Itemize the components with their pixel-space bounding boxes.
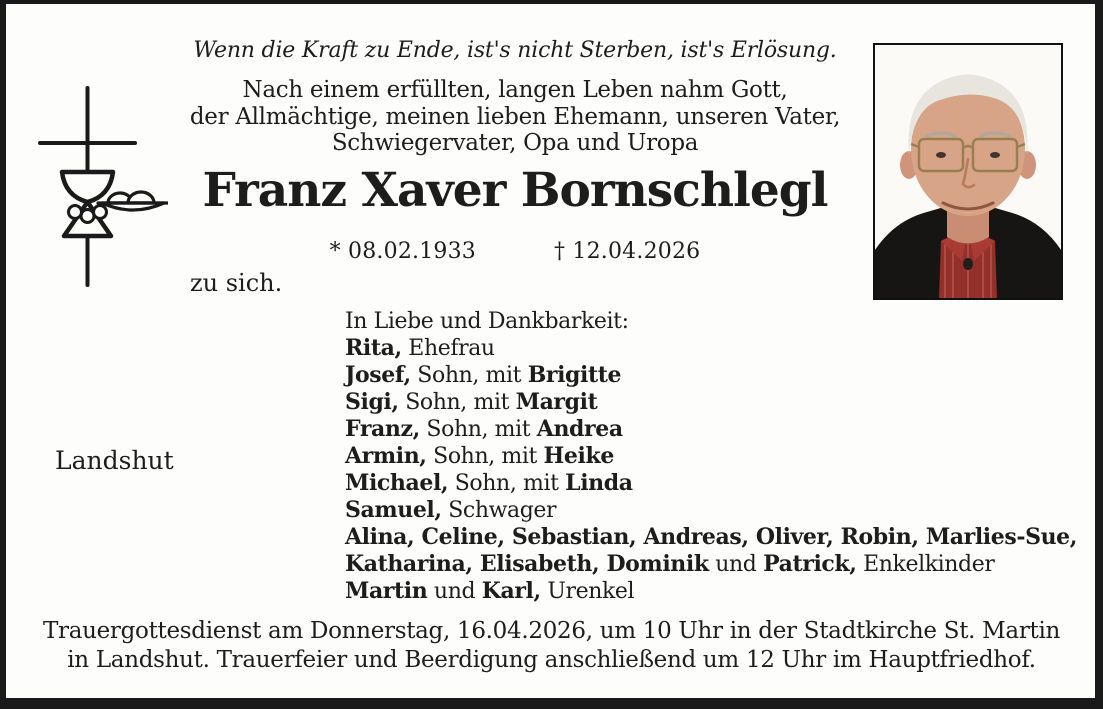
deceased-name: Franz Xaver Bornschlegl xyxy=(202,163,828,218)
family-member-name: Heike xyxy=(543,443,614,469)
city-label: Landshut xyxy=(55,446,174,475)
family-member-name: Linda xyxy=(565,470,633,496)
family-member-name: Michael, xyxy=(345,470,449,496)
intro-line-1: Nach einem erfüllten, langen Leben nahm Gott, xyxy=(242,77,788,103)
funeral-line-2: in Landshut. Trauerfeier und Beerdigung anschließend um 12 Uhr im Hauptfriedhof. xyxy=(67,646,1036,673)
family-member-name: Margit xyxy=(515,389,598,415)
family-member-role: Sohn, mit xyxy=(410,363,528,388)
family-member-role: Ehefrau xyxy=(401,336,495,361)
life-dates xyxy=(80,239,950,264)
family-line xyxy=(345,416,1077,443)
intro-text xyxy=(80,77,950,157)
family-heading: In Liebe und Dankbarkeit: xyxy=(345,309,629,334)
page-border-right xyxy=(1095,0,1103,709)
family-member-name: Samuel, xyxy=(345,497,442,523)
family-line xyxy=(345,389,1077,416)
family-line xyxy=(345,443,1077,470)
family-member-name: Sigi, xyxy=(345,389,399,415)
family-line xyxy=(345,362,1077,389)
funeral-details xyxy=(30,617,1073,674)
family-member-name: Patrick, xyxy=(763,551,857,577)
family-member-name: Katharina, Elisabeth, Dominik xyxy=(345,551,709,577)
page-border-top xyxy=(0,0,1103,4)
opening-quote: Wenn die Kraft zu Ende, ist's nicht Sterben, ist's Erlösung. xyxy=(193,38,837,63)
family-line xyxy=(345,335,1077,362)
family-member-name: Alina, Celine, Sebastian, Andreas, Oliver, Robin, Marlies-Sue, xyxy=(345,524,1078,550)
family-line xyxy=(345,524,1077,551)
family-member-name: Martin xyxy=(345,578,428,604)
family-list xyxy=(345,308,1077,605)
family-line xyxy=(345,470,1077,497)
funeral-line-1: Trauergottesdienst am Donnerstag, 16.04.2026, um 10 Uhr in der Stadtkirche St. Martin xyxy=(42,618,1061,644)
family-member-role: Sohn, mit xyxy=(448,471,566,496)
birth-date: * 08.02.1933 xyxy=(329,239,476,264)
intro-line-3: Schwiegervater, Opa und Uropa xyxy=(331,130,699,156)
family-member-name: Franz, xyxy=(345,416,420,442)
family-member-role: Sohn, mit xyxy=(426,444,544,469)
sentence-continuation: zu sich. xyxy=(190,269,283,297)
family-line xyxy=(345,551,1077,578)
family-member-role: Enkelkinder xyxy=(856,552,995,577)
family-member-name: Karl, xyxy=(481,578,541,604)
family-member-name: Brigitte xyxy=(527,362,622,388)
death-date: † 12.04.2026 xyxy=(554,239,701,264)
intro-line-2: der Allmächtige, meinen lieben Ehemann, unseren Vater, xyxy=(189,103,841,130)
family-member-name: Josef, xyxy=(345,362,411,388)
page-border-left xyxy=(0,0,6,709)
family-member-role: Urenkel xyxy=(540,579,635,604)
family-member-role: Schwager xyxy=(441,498,557,523)
family-member-name: Rita, xyxy=(345,335,402,361)
family-member-name: Armin, xyxy=(345,443,427,469)
family-member-role: Sohn, mit xyxy=(419,417,537,442)
family-member-role: und xyxy=(708,552,764,577)
family-line xyxy=(345,578,1077,605)
family-member-role: Sohn, mit xyxy=(398,390,516,415)
family-line xyxy=(345,497,1077,524)
family-member-role: und xyxy=(427,579,482,604)
family-member-name: Andrea xyxy=(536,416,623,442)
page-border-bottom xyxy=(0,698,1103,709)
